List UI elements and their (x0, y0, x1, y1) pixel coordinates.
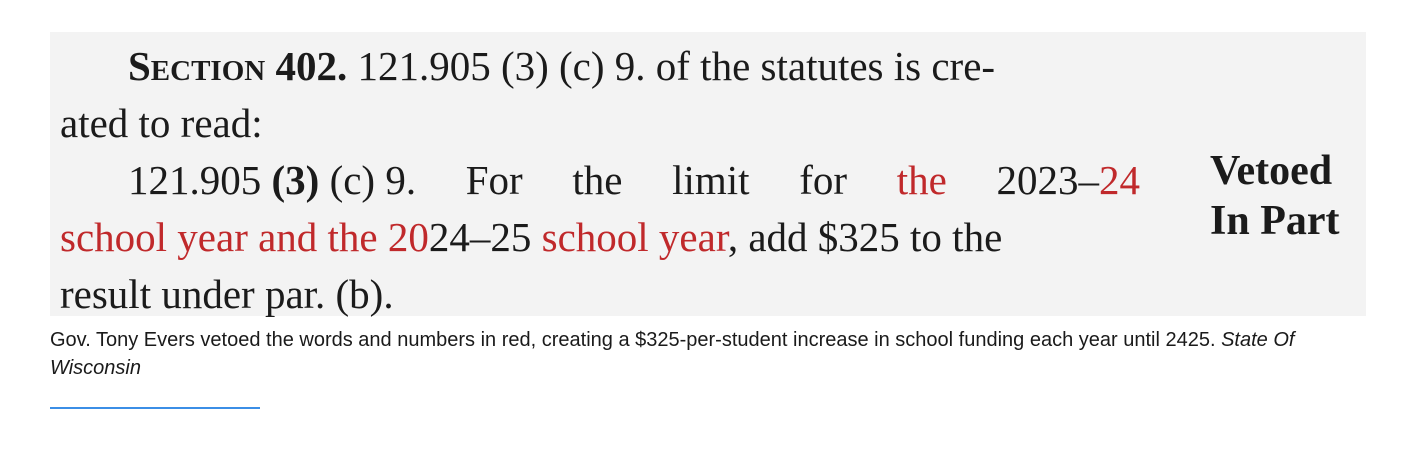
statute-line-2: ated to read: (60, 100, 263, 146)
vetoed-digits: 24 (1098, 157, 1140, 203)
statute-line-5: result under par. (b). (60, 271, 394, 317)
word: for (799, 157, 848, 203)
kept-digits: 24–25 (428, 214, 532, 260)
section-intro: 121.905 (3) (c) 9. of the statutes is cre- (357, 43, 996, 89)
caption-divider (50, 407, 260, 409)
cite-number: 121.905 (3) (c) 9. (128, 157, 417, 203)
caption-text: Gov. Tony Evers vetoed the words and numbers in red, creating a $325-per-student increase in school funding each year until 2425. (50, 329, 1216, 351)
veto-line-2: In Part (1210, 198, 1340, 244)
vetoed-word: the (896, 157, 947, 203)
vetoed-phrase: school year (541, 214, 728, 260)
statute-line-1 (60, 38, 1140, 95)
caption-credit: State Of Wisconsin (50, 329, 1295, 379)
vetoed-phrase: school year and the 20 (60, 214, 429, 260)
kept-text: , add $325 to the (727, 214, 1003, 260)
section-label: Section (128, 43, 266, 89)
veto-line-1: Vetoed (1210, 148, 1333, 194)
statute-text (60, 38, 1140, 323)
section-number: 402. (275, 43, 348, 89)
veto-marginal-note (1210, 146, 1340, 246)
word: For (465, 157, 523, 203)
word: the (572, 157, 623, 203)
word: limit (672, 157, 750, 203)
image-caption (50, 326, 1370, 382)
year-range: 2023–24 (996, 157, 1140, 203)
statute-line-3 (60, 152, 1140, 209)
statute-line-4 (60, 209, 1140, 266)
